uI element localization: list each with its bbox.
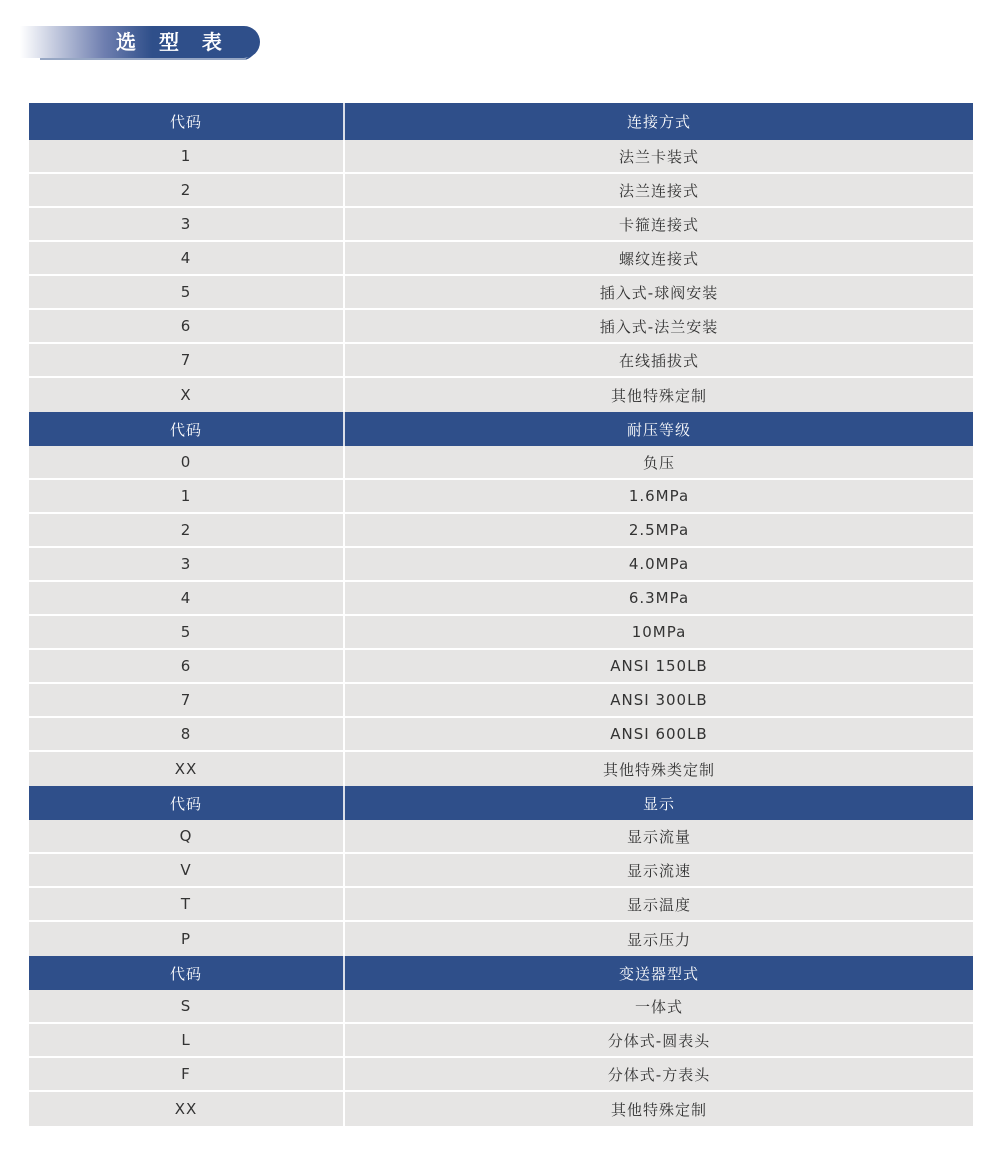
value-cell: 在线插拔式 — [345, 344, 973, 378]
code-cell: 0 — [29, 446, 345, 480]
section-header-row — [29, 412, 973, 446]
value-cell: ANSI 300LB — [345, 684, 973, 718]
code-cell: 3 — [29, 208, 345, 242]
value-cell: 显示流量 — [345, 820, 973, 854]
value-cell: 插入式-球阀安装 — [345, 276, 973, 310]
value-cell: 卡箍连接式 — [345, 208, 973, 242]
table-row — [29, 548, 973, 582]
value-cell: 插入式-法兰安装 — [345, 310, 973, 344]
value-cell: 螺纹连接式 — [345, 242, 973, 276]
table-row — [29, 140, 973, 174]
code-cell: 1 — [29, 140, 345, 174]
header-label-cell: 耐压等级 — [626, 420, 691, 439]
code-cell: 4 — [29, 242, 345, 276]
code-cell: T — [29, 888, 345, 922]
table-row — [29, 650, 973, 684]
table-row — [29, 378, 973, 412]
code-cell: F — [29, 1058, 345, 1092]
value-cell: 其他特殊类定制 — [602, 760, 715, 779]
table-row — [29, 1058, 973, 1092]
section-header-row — [29, 956, 973, 990]
value-cell: ANSI 600LB — [345, 718, 973, 752]
table-row — [29, 480, 973, 514]
value-cell: 一体式 — [345, 990, 973, 1024]
table-row — [29, 616, 973, 650]
code-cell: 5 — [29, 616, 345, 650]
code-cell: 6 — [29, 650, 345, 684]
section-header-row — [29, 103, 973, 140]
code-cell: 1 — [29, 480, 345, 514]
code-cell: 3 — [29, 548, 345, 582]
table-row — [29, 514, 973, 548]
header-label-cell: 显示 — [642, 794, 675, 813]
code-cell: P — [29, 922, 345, 956]
selection-table — [29, 103, 973, 1126]
value-cell: 6.3MPa — [345, 582, 973, 616]
section-header-row — [29, 786, 973, 820]
value-cell: 法兰连接式 — [345, 174, 973, 208]
code-cell: 2 — [29, 174, 345, 208]
code-cell: 8 — [29, 718, 345, 752]
value-cell: 其他特殊定制 — [610, 1100, 707, 1119]
table-row — [29, 684, 973, 718]
header-code-cell: 代码 — [29, 103, 345, 140]
table-row — [29, 582, 973, 616]
table-row — [29, 854, 973, 888]
value-cell: 10MPa — [345, 616, 973, 650]
header-label-cell: 连接方式 — [626, 113, 691, 131]
table-row — [29, 752, 973, 786]
code-cell: X — [29, 378, 345, 412]
table-row — [29, 922, 973, 956]
header-label-cell: 变送器型式 — [618, 964, 699, 983]
code-cell: 2 — [29, 514, 345, 548]
code-cell: 4 — [29, 582, 345, 616]
table-row — [29, 276, 973, 310]
value-cell: 显示压力 — [626, 930, 691, 949]
code-cell: Q — [29, 820, 345, 854]
code-cell: 7 — [29, 684, 345, 718]
code-cell: S — [29, 990, 345, 1024]
table-row — [29, 1092, 973, 1126]
value-cell: 2.5MPa — [345, 514, 973, 548]
table-row — [29, 446, 973, 480]
page-title: 选 型 表 — [116, 30, 230, 54]
header-code-cell: 代码 — [29, 956, 345, 990]
value-cell: 其他特殊定制 — [610, 386, 707, 405]
value-cell: 分体式-圆表头 — [345, 1024, 973, 1058]
table-row — [29, 888, 973, 922]
code-cell: 5 — [29, 276, 345, 310]
table-row — [29, 174, 973, 208]
value-cell: 显示流速 — [345, 854, 973, 888]
code-cell: XX — [29, 1092, 345, 1126]
table-row — [29, 990, 973, 1024]
code-cell: V — [29, 854, 345, 888]
table-row — [29, 208, 973, 242]
page-title-tab — [20, 24, 260, 60]
value-cell: 1.6MPa — [345, 480, 973, 514]
value-cell: 4.0MPa — [345, 548, 973, 582]
value-cell: 法兰卡装式 — [345, 140, 973, 174]
code-cell: XX — [29, 752, 345, 786]
value-cell: ANSI 150LB — [345, 650, 973, 684]
header-code-cell: 代码 — [29, 412, 345, 446]
code-cell: 7 — [29, 344, 345, 378]
table-row — [29, 242, 973, 276]
code-cell: L — [29, 1024, 345, 1058]
table-row — [29, 718, 973, 752]
value-cell: 分体式-方表头 — [345, 1058, 973, 1092]
table-row — [29, 344, 973, 378]
header-code-cell: 代码 — [29, 786, 345, 820]
table-row — [29, 1024, 973, 1058]
table-row — [29, 310, 973, 344]
value-cell: 显示温度 — [345, 888, 973, 922]
table-row — [29, 820, 973, 854]
value-cell: 负压 — [345, 446, 973, 480]
code-cell: 6 — [29, 310, 345, 344]
